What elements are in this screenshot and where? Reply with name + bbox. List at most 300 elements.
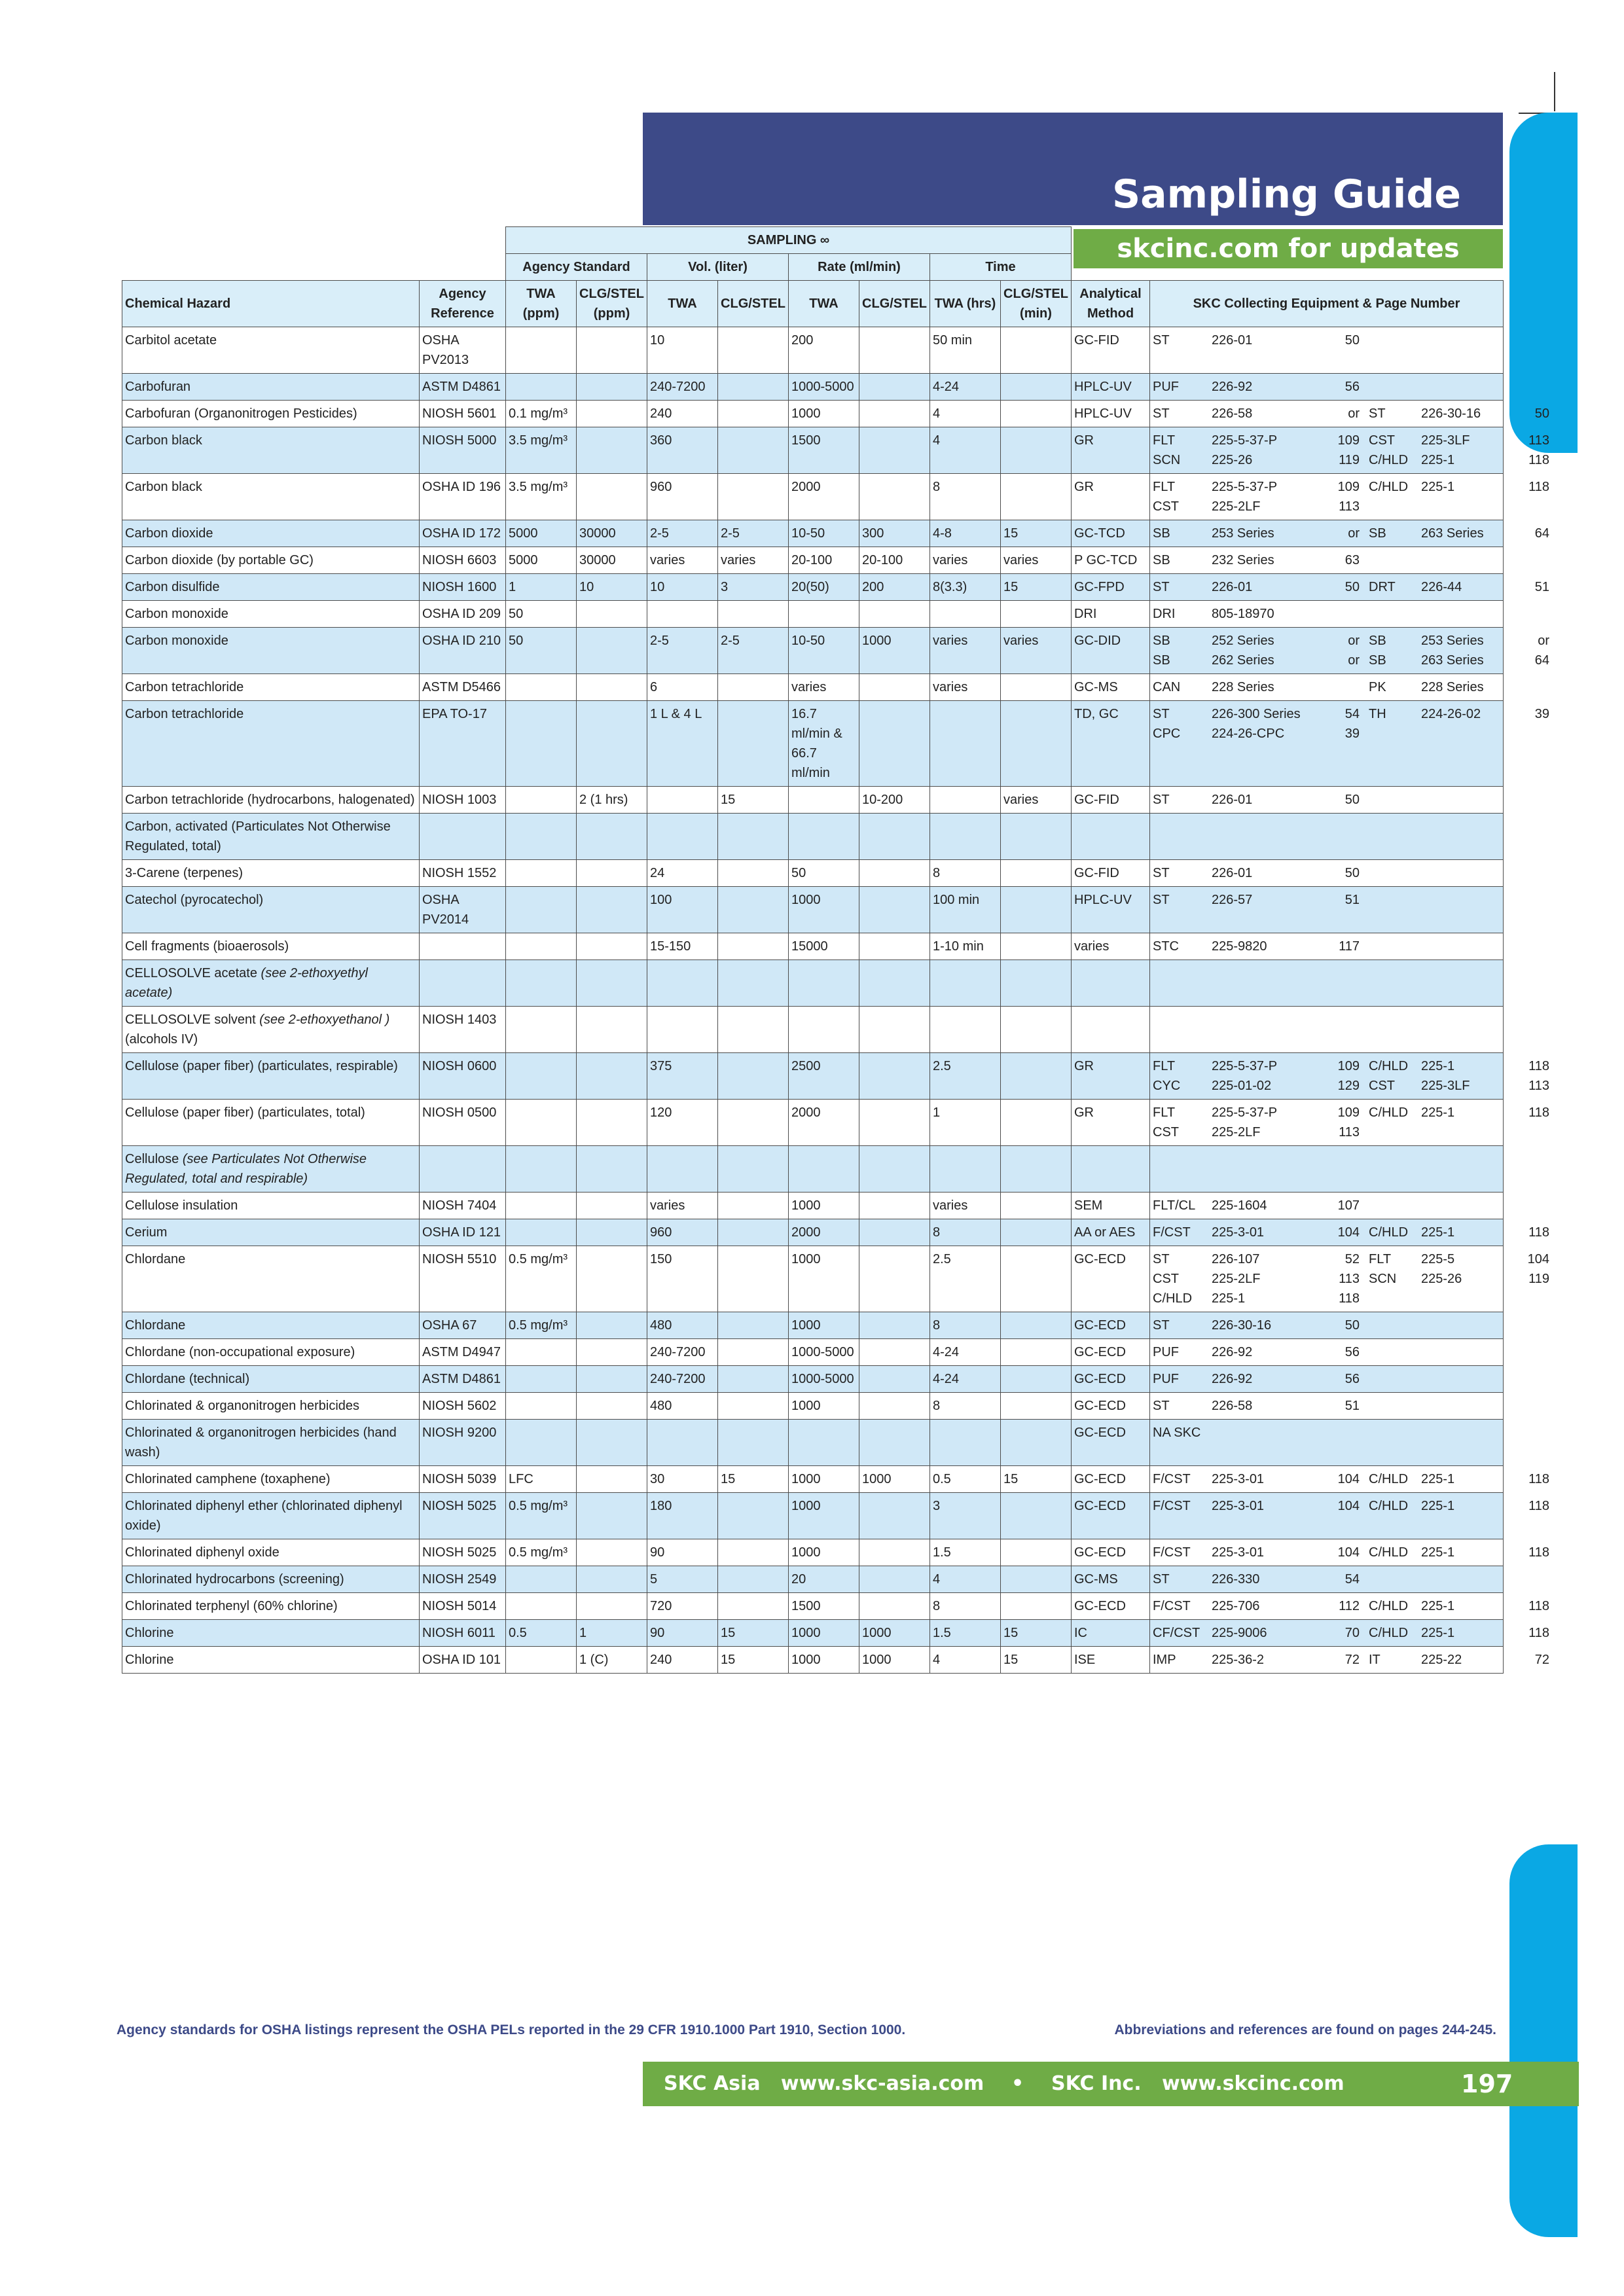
equipment-cell [1150, 427, 1549, 474]
ref-cell: NIOSH 2549 [420, 1566, 506, 1593]
time-clg-cell [1001, 1246, 1072, 1312]
time-twa-cell: 1 [930, 1100, 1001, 1146]
ref-cell: NIOSH 6011 [420, 1620, 506, 1647]
equipment-value: 129 [1337, 1079, 1360, 1093]
chemical-name: Carbon monoxide [125, 607, 228, 621]
equipment-value: 225-706 [1212, 1599, 1260, 1613]
equipment-line [1153, 677, 1500, 697]
method-cell: DRI [1072, 601, 1150, 628]
time-twa-cell: 1.5 [930, 1539, 1001, 1566]
rate-clg-cell [859, 1193, 930, 1219]
chemical-name-cell [122, 1566, 420, 1593]
ref-cell: NIOSH 5602 [420, 1393, 506, 1420]
equipment-value: SB [1153, 634, 1170, 648]
equipment-cell [1150, 1566, 1504, 1593]
vol-header: Vol. (liter) [647, 254, 789, 281]
ref-cell: NIOSH 5601 [420, 401, 506, 427]
equipment-value: CST [1153, 1272, 1179, 1286]
rate-clg-cell [859, 1493, 930, 1539]
table-row [122, 1420, 1504, 1466]
equipment-value: 225-5-37-P [1212, 1105, 1278, 1120]
equipment-value [1526, 1196, 1559, 1215]
equipment-value [1526, 1289, 1559, 1308]
vol-twa-cell: 10 [647, 574, 718, 601]
equipment-cell [1150, 1053, 1549, 1100]
equipment-value: 225-1 [1421, 1472, 1455, 1486]
agency-reference-header: Agency Reference [420, 281, 506, 327]
time-twa-cell: 3 [930, 1493, 1001, 1539]
vol-clg-cell [718, 1366, 789, 1393]
twa-ppm-cell [506, 674, 577, 701]
equipment-value [1369, 331, 1421, 350]
chemical-name-cell [122, 427, 420, 474]
chemical-name-cell [122, 814, 420, 860]
clg-ppm-cell [577, 1193, 647, 1219]
rate-twa-cell: 20-100 [789, 547, 859, 574]
time-clg-header: CLG/STEL (min) [1001, 281, 1072, 327]
equipment-value [1526, 1122, 1559, 1142]
equipment-cell [1150, 1246, 1549, 1312]
clg-ppm-cell [577, 1146, 647, 1193]
equipment-value: SB [1369, 526, 1386, 541]
equipment-value: 225-1 [1421, 1545, 1455, 1560]
equipment-value [1369, 550, 1421, 570]
equipment-value: FLT [1153, 480, 1176, 494]
rate-twa-cell: 1000-5000 [789, 374, 859, 401]
equipment-value: 52 [1344, 1252, 1360, 1266]
equipment-value: ST [1153, 866, 1170, 880]
equipment-value [1421, 1342, 1526, 1362]
equipment-value: 253 Series [1212, 526, 1274, 541]
equipment-value: IT [1369, 1653, 1380, 1667]
twa-ppm-cell [506, 1593, 577, 1620]
equipment-value: 224-26-CPC [1212, 726, 1285, 741]
chemical-name: CELLOSOLVE solvent [125, 1013, 256, 1027]
twa-ppm-cell: 0.1 mg/m³ [506, 401, 577, 427]
equipment-value [1421, 1570, 1526, 1589]
equipment-value: PUF [1153, 1372, 1179, 1386]
twa-ppm-cell: 3.5 mg/m³ [506, 474, 577, 520]
twa-ppm-cell [506, 1219, 577, 1246]
chemical-name: Carbon dioxide (by portable GC) [125, 553, 314, 567]
equipment-cell [1150, 1420, 1504, 1466]
equipment-value: 228 Series [1212, 680, 1274, 694]
chemical-name: Carbon dioxide [125, 526, 213, 541]
equipment-cell [1150, 701, 1549, 787]
chemical-name: Chlorinated hydrocarbons (screening) [125, 1572, 344, 1587]
method-cell: SEM [1072, 1193, 1150, 1219]
vol-twa-cell: 15-150 [647, 933, 718, 960]
header-row-columns [122, 281, 1504, 327]
time-twa-cell: 8 [930, 474, 1001, 520]
rate-twa-cell: 2000 [789, 1100, 859, 1146]
equipment-value: SB [1153, 553, 1170, 567]
rate-clg-cell [859, 1219, 930, 1246]
rate-clg-cell [859, 1100, 930, 1146]
chemical-name-cell [122, 1593, 420, 1620]
equipment-value [1421, 1196, 1526, 1215]
equipment-value: 51 [1344, 1399, 1360, 1413]
chemical-name: Cellulose (paper fiber) (particulates, total) [125, 1105, 365, 1120]
clg-ppm-cell [577, 814, 647, 860]
equipment-value: ST [1153, 580, 1170, 594]
equipment-value: 119 [1339, 453, 1360, 467]
equipment-value [1526, 497, 1559, 516]
vol-twa-cell [647, 814, 718, 860]
clg-ppm-cell [577, 1312, 647, 1339]
equipment-value: or [1348, 653, 1360, 668]
equipment-cell [1150, 860, 1504, 887]
equipment-value: 225-5 [1421, 1252, 1455, 1266]
equipment-cell [1150, 574, 1549, 601]
equipment-line [1153, 577, 1549, 597]
chemical-name: Carbon black [125, 433, 202, 448]
equipment-cell [1150, 520, 1549, 547]
time-clg-cell: varies [1001, 628, 1072, 674]
rate-twa-cell: 1000 [789, 401, 859, 427]
method-cell: GC-FID [1072, 860, 1150, 887]
chemical-name: Cell fragments (bioaerosols) [125, 939, 289, 954]
equipment-value: 50 [1344, 1318, 1360, 1333]
table-row [122, 427, 1504, 474]
method-cell: GC-ECD [1072, 1366, 1150, 1393]
twa-ppm-cell [506, 814, 577, 860]
equipment-value: 104 [1337, 1225, 1360, 1240]
equipment-value [1526, 331, 1559, 350]
equipment-value: 224-26-02 [1421, 707, 1481, 721]
equipment-value [1369, 937, 1421, 956]
rate-twa-cell: 2000 [789, 474, 859, 520]
clg-stel-ppm-header: CLG/STEL (ppm) [577, 281, 647, 327]
equipment-value: ST [1153, 793, 1170, 807]
time-twa-cell: 2.5 [930, 1053, 1001, 1100]
vol-clg-cell [718, 1539, 789, 1566]
equipment-cell [1150, 887, 1504, 933]
chemical-name-cell [122, 374, 420, 401]
time-twa-cell: 100 min [930, 887, 1001, 933]
equipment-value [1421, 1423, 1526, 1443]
equipment-value: SB [1153, 526, 1170, 541]
equipment-value: 225-2LF [1212, 1125, 1261, 1139]
clg-ppm-cell [577, 1593, 647, 1620]
rate-twa-cell: 1000 [789, 1466, 859, 1493]
equipment-value: 805-18970 [1212, 607, 1274, 621]
clg-ppm-cell: 2 (1 hrs) [577, 787, 647, 814]
vol-clg-cell [718, 1420, 789, 1466]
equipment-line [1153, 1249, 1549, 1269]
equipment-value: 226-92 [1212, 380, 1253, 394]
equipment-value: 225-1 [1421, 1225, 1455, 1240]
rate-clg-cell: 1000 [859, 628, 930, 674]
vol-twa-cell: 30 [647, 1466, 718, 1493]
equipment-line [1153, 604, 1500, 624]
table-row [122, 1339, 1504, 1366]
time-clg-cell [1001, 1146, 1072, 1193]
chemical-name: Carbon disulfide [125, 580, 220, 594]
equipment-value: 225-2LF [1212, 499, 1261, 514]
equipment-value: 225-2LF [1212, 1272, 1261, 1286]
table-row [122, 1539, 1504, 1566]
time-twa-cell: 8 [930, 1393, 1001, 1420]
rate-clg-cell [859, 1339, 930, 1366]
equipment-cell [1150, 1366, 1504, 1393]
equipment-line [1153, 937, 1500, 956]
ref-cell: NIOSH 5510 [420, 1246, 506, 1312]
time-clg-cell [1001, 474, 1072, 520]
chemical-name-cell [122, 547, 420, 574]
equipment-value: or [1348, 406, 1360, 421]
twa-ppm-cell: 0.5 mg/m³ [506, 1539, 577, 1566]
equipment-value: 113 [1528, 433, 1549, 448]
vol-twa-cell: 240 [647, 1647, 718, 1674]
time-twa-cell: 4 [930, 1647, 1001, 1674]
equipment-value [1526, 863, 1559, 883]
equipment-line [1153, 431, 1549, 450]
time-clg-cell [1001, 860, 1072, 887]
equipment-value: C/HLD [1369, 1059, 1409, 1073]
vol-twa-cell: 240-7200 [647, 1339, 718, 1366]
equipment-value: 109 [1337, 433, 1360, 448]
equipment-value [1421, 890, 1526, 910]
equipment-value: 56 [1344, 1372, 1360, 1386]
equipment-value: CPC [1153, 726, 1181, 741]
equipment-value: F/CST [1153, 1599, 1191, 1613]
vol-twa-cell: 150 [647, 1246, 718, 1312]
ref-cell: NIOSH 5025 [420, 1493, 506, 1539]
table-row [122, 1647, 1504, 1674]
equipment-header: SKC Collecting Equipment & Page Number [1150, 281, 1504, 327]
time-twa-cell [930, 1007, 1001, 1053]
rate-clg-cell [859, 1007, 930, 1053]
chemical-name-cell [122, 1620, 420, 1647]
vol-clg-cell: 2-5 [718, 628, 789, 674]
equipment-value: 119 [1528, 1272, 1549, 1286]
side-tab [1509, 113, 1578, 453]
twa-ppm-cell: LFC [506, 1466, 577, 1493]
ref-cell: NIOSH 6603 [420, 547, 506, 574]
rate-twa-cell: 1500 [789, 427, 859, 474]
equipment-value: 252 Series [1212, 634, 1274, 648]
table-row [122, 401, 1504, 427]
equipment-cell [1150, 1219, 1549, 1246]
ref-cell: ASTM D4947 [420, 1339, 506, 1366]
equipment-line [1153, 1342, 1500, 1362]
equipment-value: 225-5-37-P [1212, 1059, 1278, 1073]
equipment-value: 109 [1337, 1105, 1360, 1120]
vol-clg-cell [718, 401, 789, 427]
rate-twa-cell: 200 [789, 327, 859, 374]
equipment-value: 225-3-01 [1212, 1545, 1265, 1560]
method-cell: GC-ECD [1072, 1539, 1150, 1566]
vol-clg-cell [718, 1593, 789, 1620]
equipment-cell [1150, 1100, 1549, 1146]
equipment-line [1153, 404, 1549, 423]
chemical-name-cell [122, 520, 420, 547]
equipment-value: 253 Series [1421, 634, 1484, 648]
equipment-value: 225-26 [1212, 453, 1253, 467]
vol-twa-cell: varies [647, 547, 718, 574]
equipment-cell [1150, 674, 1504, 701]
time-clg-cell [1001, 701, 1072, 787]
ref-cell: OSHA ID 196 [420, 474, 506, 520]
rate-twa-cell: 16.7 ml/min & 66.7 ml/min [789, 701, 859, 787]
equipment-value: 225-1604 [1212, 1198, 1267, 1213]
time-twa-cell: 2.5 [930, 1246, 1001, 1312]
table-row [122, 1146, 1504, 1193]
equipment-value: SB [1369, 653, 1386, 668]
time-clg-cell: varies [1001, 547, 1072, 574]
vol-clg-cell: 15 [718, 787, 789, 814]
vol-twa-cell: 180 [647, 1493, 718, 1539]
vol-clg-cell: varies [718, 547, 789, 574]
equipment-value: DRI [1153, 607, 1176, 621]
rate-clg-cell [859, 601, 930, 628]
equipment-value: 225-9820 [1212, 939, 1267, 954]
chemical-note: (see Particulates Not Otherwise Regulated, total and respirable) [125, 1152, 367, 1186]
rate-twa-cell: 50 [789, 860, 859, 887]
analytical-method-header: Analytical Method [1072, 281, 1150, 327]
ref-cell: OSHA ID 121 [420, 1219, 506, 1246]
equipment-value: 109 [1337, 1059, 1360, 1073]
rate-twa-cell: 1000 [789, 1312, 859, 1339]
time-clg-cell [1001, 960, 1072, 1007]
clg-ppm-cell [577, 1539, 647, 1566]
time-clg-cell [1001, 327, 1072, 374]
chemical-name-cell [122, 674, 420, 701]
equipment-value: TH [1369, 707, 1386, 721]
method-cell: GC-FID [1072, 327, 1150, 374]
vol-twa-cell: 2-5 [647, 520, 718, 547]
time-clg-cell [1001, 1493, 1072, 1539]
equipment-value: 50 [1534, 406, 1549, 421]
vol-twa-cell [647, 1007, 718, 1053]
time-twa-cell: varies [930, 674, 1001, 701]
rate-twa-header: TWA [789, 281, 859, 327]
vol-clg-cell [718, 1393, 789, 1420]
chemical-name: Cellulose insulation [125, 1198, 238, 1213]
vol-clg-cell [718, 960, 789, 1007]
equipment-value: C/HLD [1369, 1499, 1409, 1513]
side-tab [1509, 1844, 1578, 2237]
vol-clg-cell [718, 860, 789, 887]
vol-twa-cell: varies [647, 1193, 718, 1219]
vol-clg-header: CLG/STEL [718, 281, 789, 327]
equipment-value [1526, 790, 1559, 810]
equipment-line [1153, 1223, 1549, 1242]
chemical-name-cell [122, 1647, 420, 1674]
equipment-value: 118 [1528, 1599, 1549, 1613]
table-row [122, 1366, 1504, 1393]
vol-clg-cell [718, 887, 789, 933]
vol-clg-cell [718, 1053, 789, 1100]
equipment-value: PK [1369, 680, 1386, 694]
rate-clg-cell [859, 933, 930, 960]
equipment-value [1369, 604, 1421, 624]
rate-twa-cell: 1000 [789, 1393, 859, 1420]
equipment-value: 225-3-01 [1212, 1225, 1265, 1240]
method-cell: ISE [1072, 1647, 1150, 1674]
equipment-value: 113 [1339, 1272, 1360, 1286]
equipment-cell [1150, 1393, 1504, 1420]
chemical-name: Chlorinated diphenyl ether (chlorinated diphenyl oxide) [125, 1499, 403, 1533]
chemical-name-cell [122, 1193, 420, 1219]
chemical-name: Carbofuran (Organonitrogen Pesticides) [125, 406, 357, 421]
equipment-value [1526, 550, 1559, 570]
equipment-value: 225-1 [1421, 1499, 1455, 1513]
rate-twa-cell: 1000 [789, 1246, 859, 1312]
equipment-value: 118 [1339, 1291, 1360, 1306]
equipment-value: C/HLD [1369, 1545, 1409, 1560]
equipment-cell [1150, 1007, 1504, 1053]
clg-ppm-cell [577, 1100, 647, 1146]
time-twa-cell: 4-24 [930, 374, 1001, 401]
clg-ppm-cell [577, 601, 647, 628]
twa-ppm-cell [506, 1393, 577, 1420]
time-clg-cell [1001, 1219, 1072, 1246]
time-twa-cell: 1-10 min [930, 933, 1001, 960]
vol-twa-cell: 240-7200 [647, 374, 718, 401]
equipment-value [1421, 724, 1526, 744]
time-header: Time [930, 254, 1072, 281]
clg-ppm-cell [577, 427, 647, 474]
time-clg-cell [1001, 1366, 1072, 1393]
equipment-value: 118 [1528, 1059, 1549, 1073]
chemical-name: 3-Carene (terpenes) [125, 866, 244, 880]
ref-cell: NIOSH 0500 [420, 1100, 506, 1146]
ref-cell: OSHA PV2013 [420, 327, 506, 374]
method-cell: TD, GC [1072, 701, 1150, 787]
vol-twa-cell [647, 601, 718, 628]
equipment-value: NA SKC [1153, 1426, 1201, 1440]
equipment-value: 50 [1344, 866, 1360, 880]
ref-cell: ASTM D4861 [420, 1366, 506, 1393]
time-clg-cell [1001, 1339, 1072, 1366]
vol-clg-cell [718, 701, 789, 787]
equipment-value [1369, 1570, 1421, 1589]
chemical-name-cell [122, 1100, 420, 1146]
time-clg-cell [1001, 1312, 1072, 1339]
time-twa-cell [930, 1146, 1001, 1193]
equipment-value [1369, 1423, 1421, 1443]
method-cell: AA or AES [1072, 1219, 1150, 1246]
chemical-name-cell [122, 1053, 420, 1100]
time-clg-cell [1001, 1420, 1072, 1466]
equipment-value: 225-36-2 [1212, 1653, 1265, 1667]
equipment-value [1526, 1316, 1559, 1335]
equipment-value [1526, 1423, 1559, 1443]
rate-clg-cell [859, 674, 930, 701]
method-cell: GR [1072, 474, 1150, 520]
equipment-cell [1150, 547, 1504, 574]
table-row [122, 960, 1504, 1007]
table-row [122, 787, 1504, 814]
chemical-name-cell [122, 1493, 420, 1539]
method-cell: GR [1072, 427, 1150, 474]
time-clg-cell: 15 [1001, 1647, 1072, 1674]
time-clg-cell [1001, 1593, 1072, 1620]
equipment-value: 225-01-02 [1212, 1079, 1272, 1093]
equipment-value: 50 [1344, 333, 1360, 348]
equipment-value: 50 [1344, 793, 1360, 807]
equipment-value: 118 [1528, 1499, 1549, 1513]
equipment-value [1421, 1289, 1526, 1308]
equipment-line [1153, 651, 1549, 670]
chemical-name: Carbofuran [125, 380, 191, 394]
twa-ppm-cell [506, 1566, 577, 1593]
equipment-value: 64 [1534, 526, 1549, 541]
vol-clg-cell [718, 374, 789, 401]
page-title: Sampling Guide [1111, 171, 1461, 217]
